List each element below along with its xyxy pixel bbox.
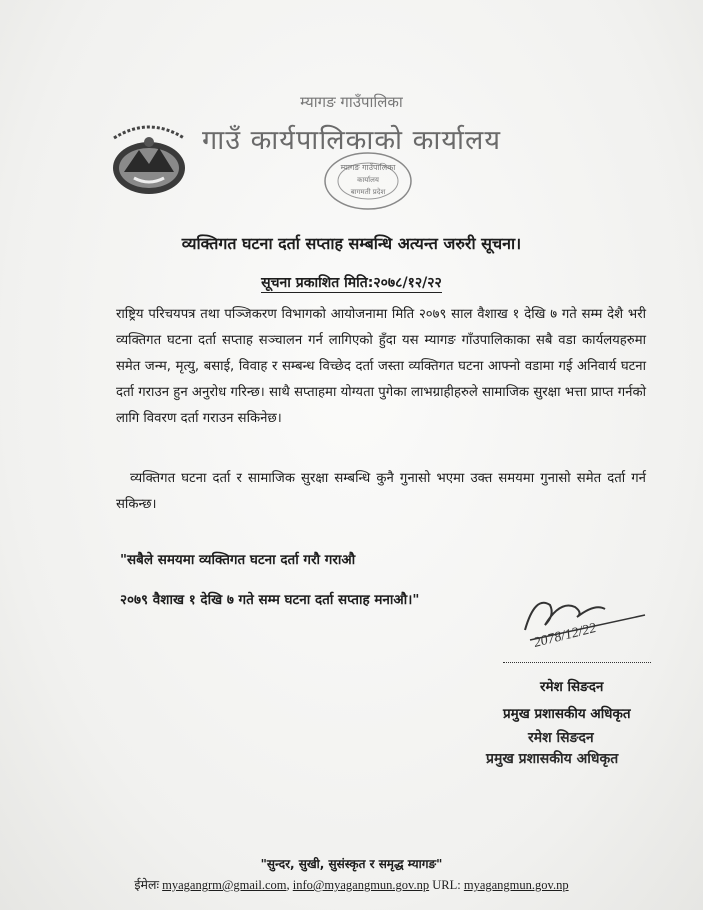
slogan-line-1: "सबैले समयमा व्यक्तिगत घटना दर्ता गरौ गराऔ bbox=[120, 552, 356, 568]
signer-title: प्रमुख प्रशासकीय अधिकृत bbox=[503, 706, 631, 722]
office-name: गाउँ कार्यपालिकाको कार्यालय bbox=[202, 125, 501, 156]
website-link[interactable]: myagangmun.gov.np bbox=[463, 878, 569, 892]
signature-line bbox=[503, 650, 651, 663]
url-label: URL: bbox=[432, 878, 461, 892]
svg-text:म्यागङ गाउँपालिका: म्यागङ गाउँपालिका bbox=[340, 163, 396, 172]
svg-text:कार्यालय: कार्यालय bbox=[357, 176, 379, 184]
email-separator: , bbox=[286, 878, 290, 892]
stamp-title: प्रमुख प्रशासकीय अधिकृत bbox=[486, 751, 619, 767]
slogan-line-2: २०७९ वैशाख १ देखि ७ गते सम्म घटना दर्ता सप्ताह मनाऔ।" bbox=[120, 592, 420, 608]
footer-contact bbox=[0, 876, 703, 893]
email-label: ईमेलः bbox=[134, 878, 160, 892]
signature-date: 2078/12/22 bbox=[532, 620, 598, 651]
signer-name: रमेश सिङदन bbox=[540, 679, 604, 695]
email-link-2[interactable]: info@myagangmun.gov.np bbox=[292, 878, 430, 892]
svg-text:बागमती प्रदेश: बागमती प्रदेश bbox=[350, 188, 386, 196]
handwritten-signature-icon bbox=[505, 585, 655, 655]
footer-motto: "सुन्दर, सुखी, सुसंस्कृत र समृद्ध म्यागङ" bbox=[260, 857, 443, 871]
stamp-name: रमेश सिङदन bbox=[528, 730, 594, 746]
email-link-1[interactable]: myagangrm@gmail.com bbox=[162, 878, 287, 892]
publication-date-text: सूचना प्रकाशित मिति:२०७८/१२/२२ bbox=[261, 275, 442, 291]
publication-date bbox=[0, 273, 703, 292]
notice-paragraph-2: व्यक्तिगत घटना दर्ता र सामाजिक सुरक्षा सम्बन्धि कुनै गुनासो भएमा उक्त समयमा गुनासो समेत दर्ता गर्न सकिन्छ। bbox=[116, 471, 646, 512]
notice-paragraph-1: राष्ट्रिय परिचयपत्र तथा पञ्जिकरण विभागको आयोजनामा मिति २०७९ साल वैशाख १ देखि ७ गते सम्म देशै भरी व्यक्तिगत घटना दर्ता सप्ताह सञ्चालन गर्न लागिएको हुँदा यस म्यागङ गाँउपालिकाका सबै वडा कार्यलयहरुमा समेत जन्म, मृत्यु, बसाई, विवाह र सम्बन्ध विच्छेद दर्ता जस्ता व्यक्तिगत घटना आफ्नो वडामा गई अनिवार्य घटना दर्ता गराउन हुन अनुरोध गरिन्छ। साथै सप्ताहमा योग्यता पुगेका लाभग्राहीहरुले सामाजिक सुरक्षा भत्ता प्राप्त गर्नको लागि विवरण दर्ता गराउन सकिनेछ। bbox=[116, 307, 646, 426]
office-seal-icon bbox=[322, 150, 414, 212]
notice-headline: व्यक्तिगत घटना दर्ता सप्ताह सम्बन्धि अत्यन्त जरुरी सूचना। bbox=[181, 234, 522, 253]
municipality-name: म्यागङ गाउँपालिका bbox=[300, 93, 403, 111]
